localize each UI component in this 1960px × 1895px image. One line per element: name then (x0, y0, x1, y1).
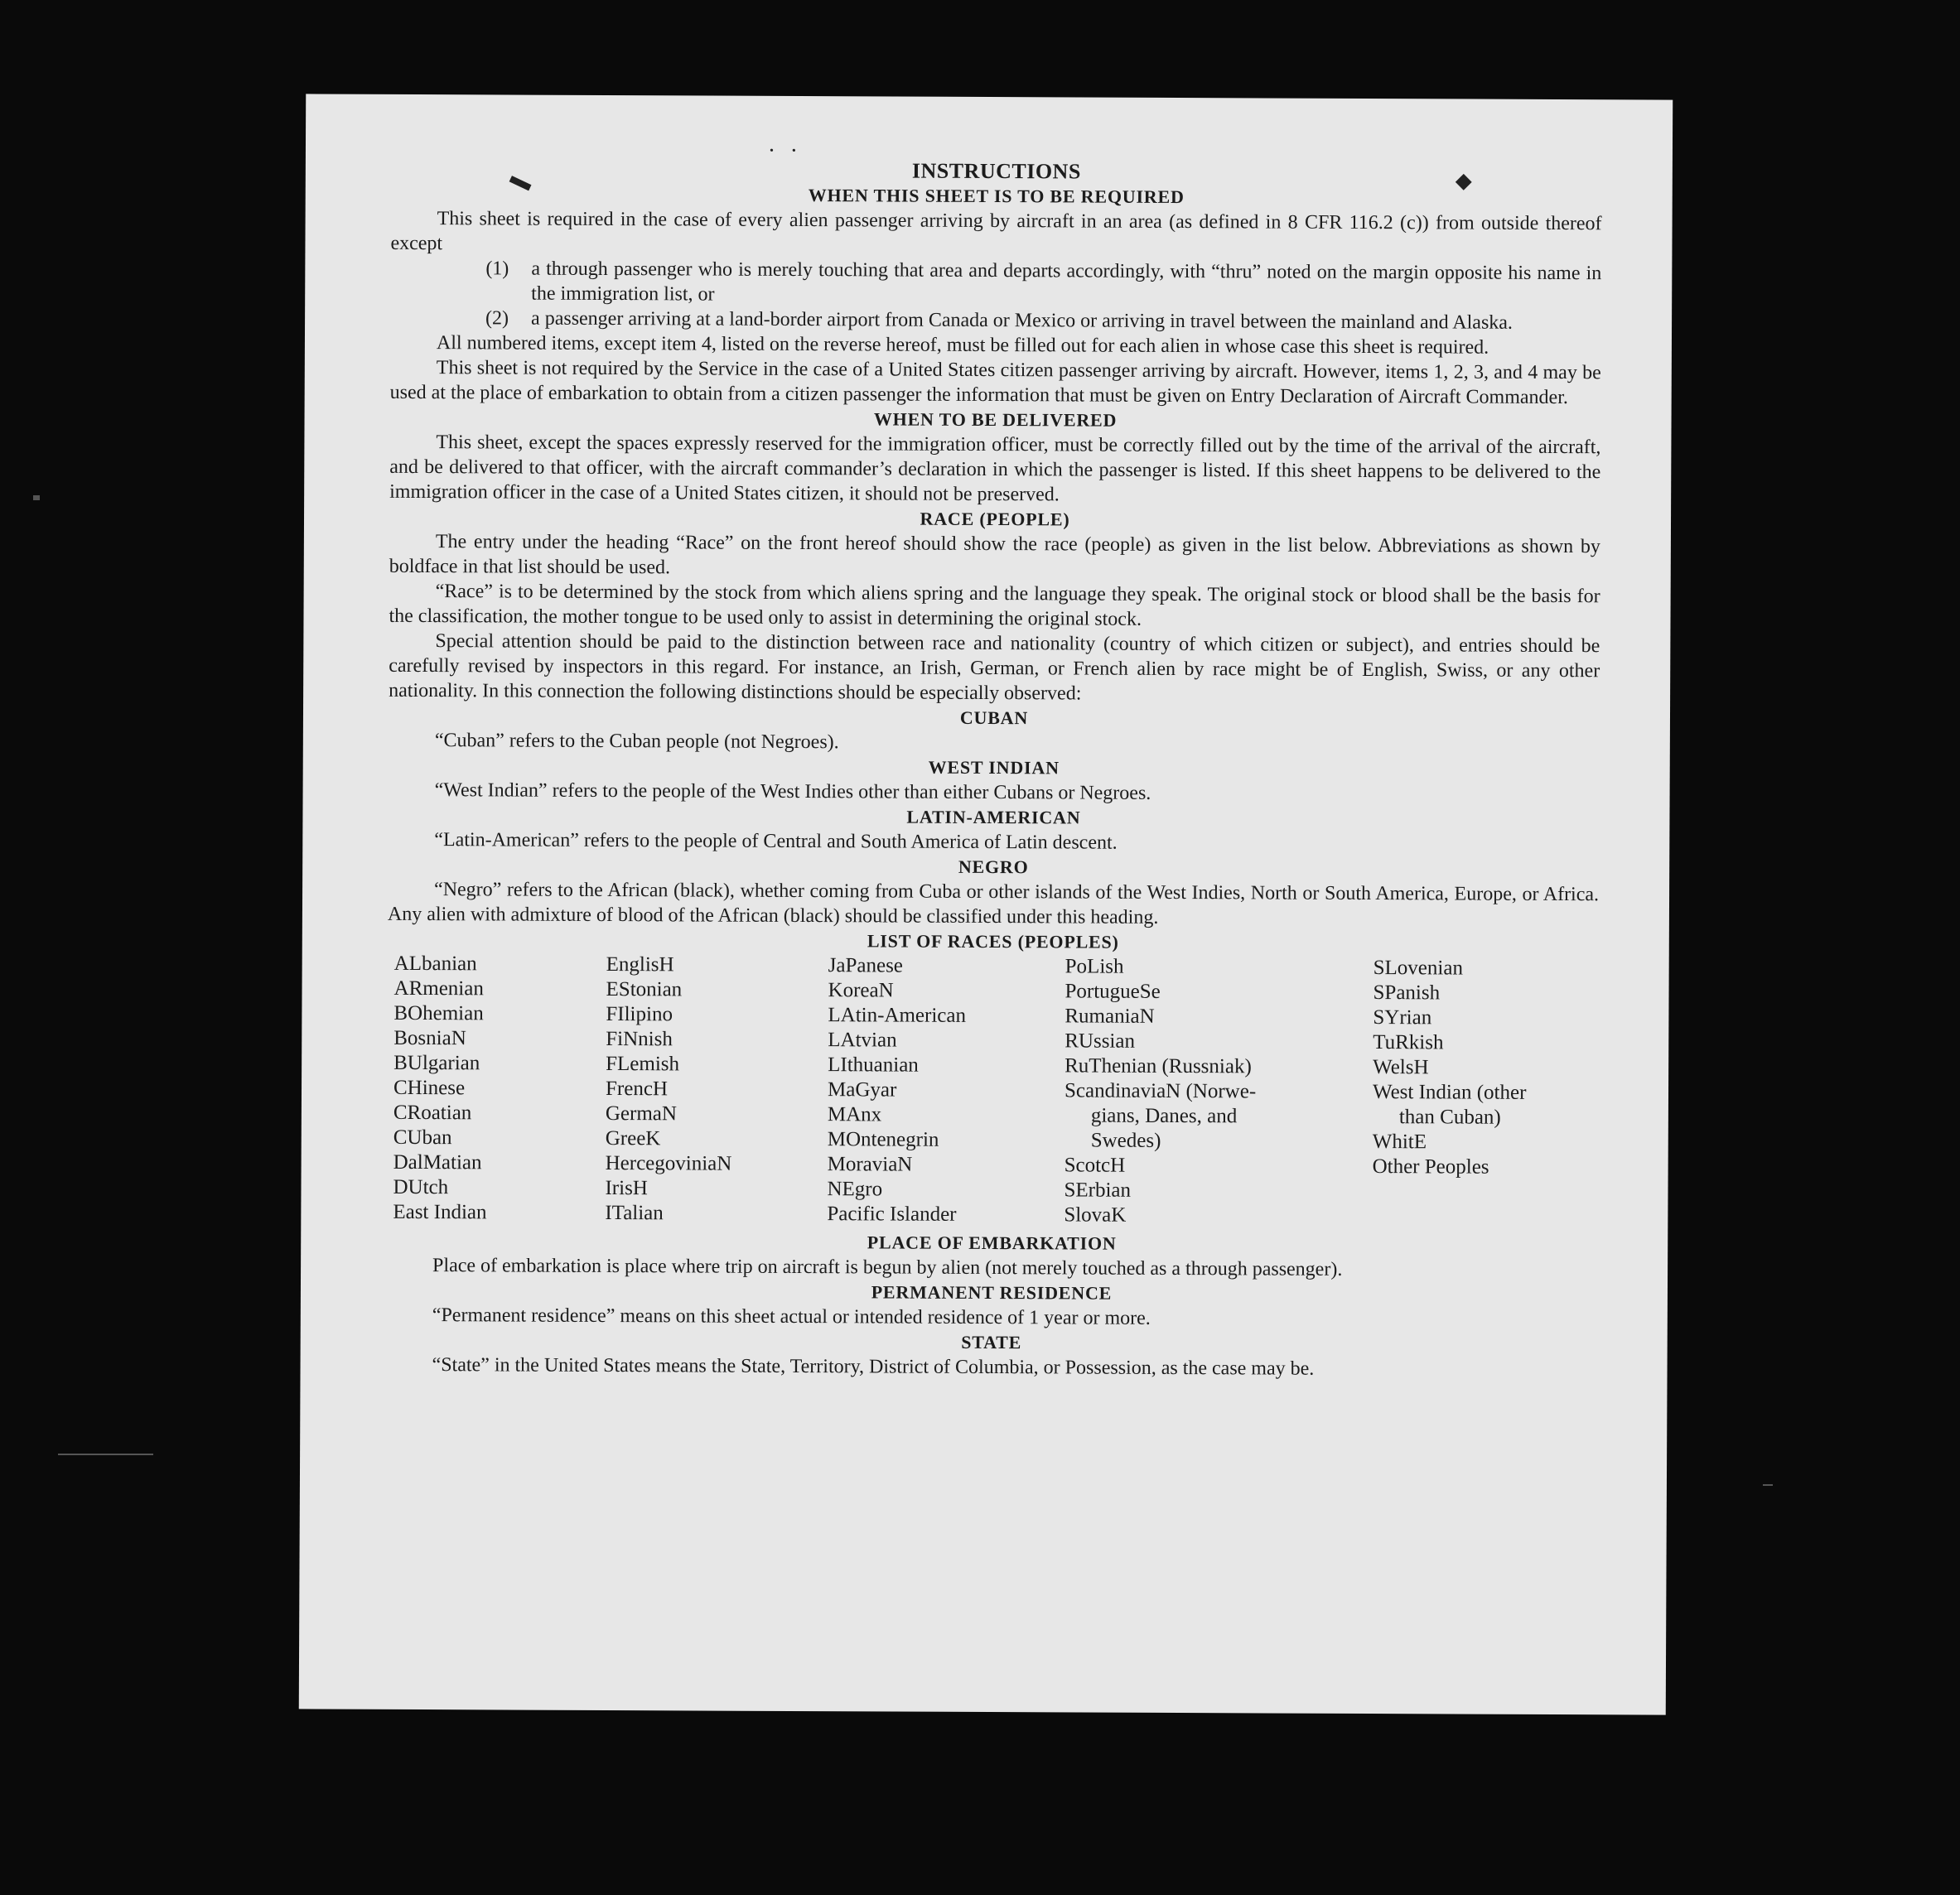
cuban-text: “Cuban” refers to the Cuban people (not Negroes). (434, 730, 839, 754)
race-entry: JaPanese (828, 954, 903, 977)
race-entry: SlovaK (1064, 1203, 1127, 1227)
race-entry: Swedes) (1090, 1129, 1161, 1152)
race-entry: BUlgarian (393, 1051, 480, 1075)
race-entry: ScandinaviaN (Norwe- (1064, 1079, 1257, 1103)
negro-text: “Negro” refers to the African (black), whether coming from Cuba or other islands of the West Indies, North or South America, Europe, or Africa. Any alien with admixture of blood of the African (black) should be classified under this heading. (387, 879, 1600, 928)
section-heading-latin-american: LATIN-AMERICAN (906, 806, 1081, 828)
race-entry: TuRkish (1373, 1031, 1444, 1054)
race-entry: West Indian (other (1372, 1081, 1527, 1104)
race-entry: KoreaN (828, 979, 894, 1002)
speck-marks: •• (769, 144, 814, 158)
race-entry: Other Peoples (1372, 1155, 1489, 1179)
section-heading-west-indian: WEST INDIAN (928, 756, 1060, 779)
race-entry: East Indian (393, 1200, 487, 1224)
race-entry: SYrian (1373, 1006, 1432, 1029)
race-para-1: The entry under the heading “Race” on the front hereof should show the race (people) as given in the list below. Abbreviations as shown by boldface in that list should be used. (389, 531, 1600, 579)
races-list (393, 952, 1598, 1230)
race-entry: SErbian (1064, 1179, 1132, 1202)
race-entry: ScotcH (1064, 1154, 1126, 1177)
race-entry: PortugueSe (1064, 980, 1161, 1003)
race-entry: DUtch (393, 1175, 449, 1199)
required-intro: This sheet is required in the case of every alien passenger arriving by aircraft in an area (as defined in 8 CFR 116.2 (c)) from outside thereof except (390, 208, 1602, 255)
section-heading-list-of-races: LIST OF RACES (PEOPLES) (867, 930, 1119, 952)
race-entry: MaGyar (827, 1078, 897, 1102)
race-entry: Pacific Islander (827, 1203, 957, 1226)
item-text: a passenger arriving at a land-border airport from Canada or Mexico or arriving in travel between the mainland and Alaska. (531, 307, 1513, 334)
latin-american-text: “Latin-American” refers to the people of Central and South America of Latin descent. (434, 829, 1118, 854)
race-entry: ARmenian (393, 976, 484, 1001)
race-entry: RuThenian (Russniak) (1064, 1054, 1252, 1078)
document-sheet (299, 94, 1673, 1714)
race-entry: FLemish (606, 1052, 680, 1076)
race-entry: WhitE (1372, 1131, 1427, 1154)
race-entry: RumaniaN (1064, 1005, 1155, 1028)
race-entry: LAtvian (828, 1029, 897, 1052)
section-heading-state: STATE (961, 1331, 1022, 1353)
race-entry: CRoatian (393, 1101, 472, 1125)
section-heading-required: WHEN THIS SHEET IS TO BE REQUIRED (808, 185, 1185, 208)
race-entry: RUssian (1064, 1029, 1136, 1053)
scan-speck (1763, 1484, 1773, 1486)
race-entry: MOntenegrin (827, 1128, 939, 1151)
section-heading-embarkation: PLACE OF EMBARKATION (867, 1232, 1117, 1254)
race-entry: DalMatian (393, 1150, 482, 1174)
section-heading-residence: PERMANENT RESIDENCE (871, 1281, 1113, 1304)
race-entry: HercegoviniaN (605, 1151, 732, 1175)
race-entry: ALbanian (393, 952, 477, 976)
races-column (1372, 956, 1588, 1230)
west-indian-text: “West Indian” refers to the people of the West Indies other than either Cubans or Negroes. (434, 779, 1151, 804)
exception-item (485, 256, 1601, 311)
punch-mark: ◆ (1455, 168, 1472, 193)
race-entry: ITalian (605, 1201, 664, 1225)
races-column (827, 953, 1064, 1227)
race-entry: gians, Danes, and (1090, 1104, 1238, 1128)
race-entry: WelsH (1373, 1056, 1429, 1079)
races-column (605, 952, 828, 1227)
scan-line (58, 1454, 153, 1455)
race-entry: FIlipino (606, 1003, 673, 1026)
race-entry: EnglisH (606, 953, 674, 976)
embarkation-text: Place of embarkation is place where trip on aircraft is begun by alien (not merely touched as a through passenger). (432, 1255, 1343, 1280)
section-heading-race: RACE (PEOPLE) (920, 508, 1070, 530)
race-entry: CHinese (393, 1076, 466, 1100)
race-entry: BosniaN (393, 1026, 466, 1050)
race-entry: NEgro (827, 1178, 883, 1201)
section-heading-negro: NEGRO (958, 856, 1029, 878)
section-heading-delivered: WHEN TO BE DELIVERED (873, 408, 1118, 431)
race-entry: GermaN (605, 1102, 678, 1126)
required-para-2: All numbered items, except item 4, listed on the reverse hereof, must be filled out for each alien in whose case this sheet is required. (436, 332, 1489, 359)
race-entry: FrencH (605, 1077, 669, 1101)
item-text: a through passenger who is merely touching that area and departs accordingly, with “thru” noted on the margin opposite his name in the immigration list, or (531, 258, 1602, 306)
delivered-text: This sheet, except the spaces expressly reserved for the immigration officer, must be correctly filled out by the time of the arrival of the aircraft, and be delivered to that officer, with the aircraft commander’s declaration in which the passenger is listed. If this sheet happens to be delivered to the immigration officer in the case of a United States citizen, it should not be preserved. (389, 432, 1601, 506)
race-entry: IrisH (605, 1176, 648, 1200)
item-number: (1) (485, 258, 509, 280)
state-text: “State” in the United States means the State, Territory, District of Columbia, or Possession, as the case may be. (432, 1354, 1315, 1380)
race-entry: FiNnish (606, 1028, 673, 1051)
race-entry: EStonian (606, 978, 683, 1001)
race-entry: than Cuban) (1398, 1106, 1501, 1129)
races-column (1064, 954, 1373, 1229)
race-entry: CUban (393, 1126, 452, 1150)
race-entry: LAtin-American (828, 1004, 967, 1027)
race-entry: PoLish (1064, 955, 1124, 978)
section-heading-cuban: CUBAN (959, 706, 1029, 729)
race-entry: GreeK (605, 1126, 661, 1150)
race-entry: MAnx (827, 1103, 882, 1126)
race-para-2: “Race” is to be determined by the stock from which aliens spring and the language they speak. The original stock or blood shall be the basis for the classification, the mother tongue to be used only to assist in determining the original stock. (389, 581, 1600, 630)
residence-text: “Permanent residence” means on this sheet actual or intended residence of 1 year or more. (432, 1304, 1151, 1329)
race-entry: LIthuanian (828, 1054, 919, 1077)
item-number: (2) (485, 307, 509, 330)
race-para-3: Special attention should be paid to the distinction between race and nationality (country of which citizen or subject), and entries should be carefully revised by inspectors in this regard. For instance, an Irish, German, or French alien by race might be of English, Swiss, or any other nationality. In this connection the following distinctions should be especially observed: (389, 630, 1600, 705)
race-entry: BOhemian (393, 1001, 484, 1025)
punch-mark: ▬ (507, 164, 537, 195)
scan-speck (33, 495, 40, 500)
races-column (393, 952, 606, 1226)
race-entry: MoraviaN (827, 1153, 913, 1176)
race-entry: SLovenian (1373, 957, 1464, 980)
page-title: INSTRUCTIONS (911, 158, 1081, 184)
race-entry: SPanish (1373, 981, 1441, 1005)
required-para-3: This sheet is not required by the Service in the case of a United States citizen passenger arriving by aircraft. However, items 1, 2, 3, and 4 may be used at the place of embarkation to obtain from a citizen passenger the information that must be given on Entry Declaration of Aircraft Commander. (389, 357, 1601, 409)
